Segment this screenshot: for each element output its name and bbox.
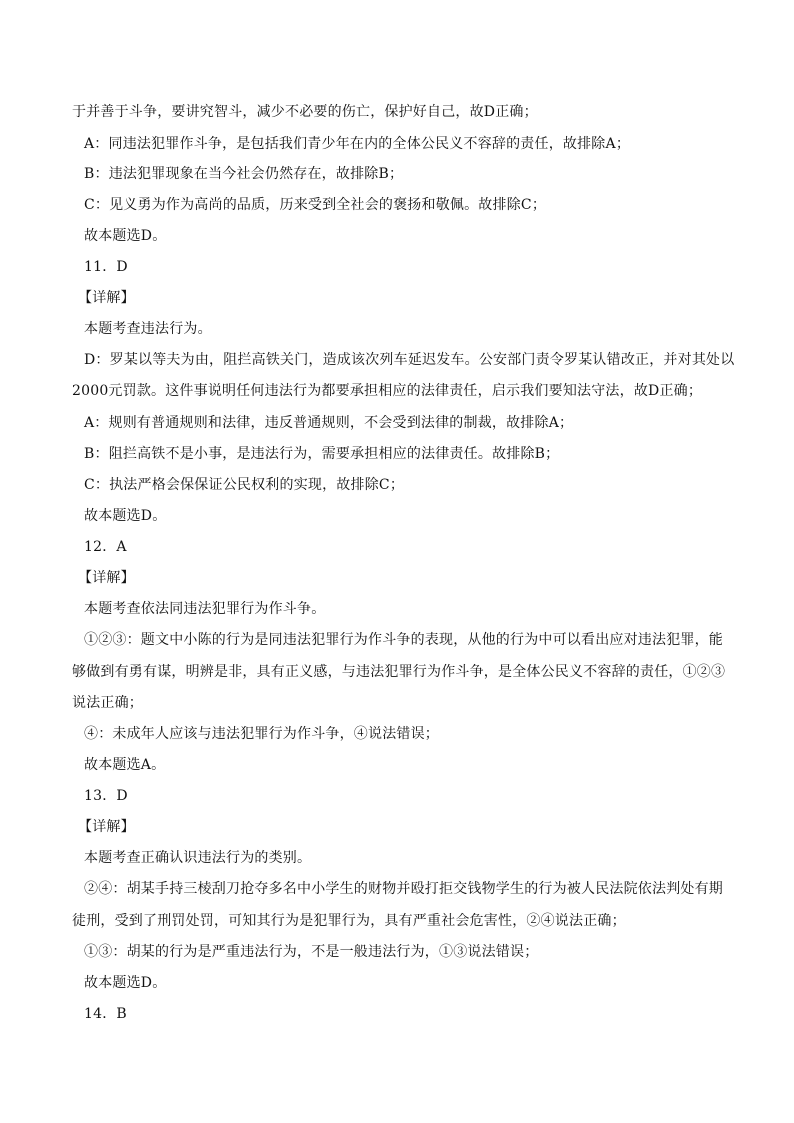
text-line: D：罗某以等夫为由，阻拦高铁关门，造成该次列车延迟发车。公安部门责令罗某认错改正，并对其处以 — [84, 352, 735, 368]
question-number: 13．D — [84, 788, 128, 804]
section-tag: 【详解】 — [78, 570, 135, 586]
section-tag: 【详解】 — [78, 819, 135, 835]
question-number: 14．B — [84, 1006, 127, 1022]
text-line: A：规则有普通规则和法律，违反普通规则，不会受到法律的制裁，故排除A； — [84, 415, 574, 431]
text-line: ①②③：题文中小陈的行为是同违法犯罪行为作斗争的表现，从他的行为中可以看出应对违法犯罪，能 — [84, 632, 723, 648]
text-line: B：阻拦高铁不是小事，是违法行为，需要承担相应的法律责任。故排除B； — [84, 446, 560, 462]
text-line: C：见义勇为作为高尚的品质，历来受到全社会的褒扬和敬佩。故排除C； — [84, 197, 547, 213]
text-line: 2000元罚款。这件事说明任何违法行为都要承担相应的法律责任，启示我们要知法守法，故D正确； — [72, 383, 703, 399]
question-number: 11．D — [84, 259, 128, 275]
question-number: 12．A — [84, 539, 127, 555]
text-line: 故本题选D。 — [84, 975, 167, 991]
text-line: 故本题选D。 — [84, 508, 167, 524]
text-line: 故本题选D。 — [84, 228, 167, 244]
text-line: C：执法严格会保保证公民权利的实现，故排除C； — [84, 477, 405, 493]
text-line: 本题考查违法行为。 — [84, 321, 212, 337]
text-line: ②④：胡某手持三棱刮刀抢夺多名中小学生的财物并殴打拒交钱物学生的行为被人民法院依法判处有期 — [84, 881, 723, 897]
text-line: 本题考查正确认识违法行为的类别。 — [84, 850, 312, 866]
text-line: 故本题选A。 — [84, 757, 166, 773]
text-line: 够做到有勇有谋，明辨是非，具有正义感，与违法犯罪行为作斗争，是全体公民义不容辞的责任，①②③ — [72, 664, 726, 680]
text-line: 徒刑，受到了刑罚处罚，可知其行为是犯罪行为，具有严重社会危害性，②④说法正确； — [72, 913, 626, 929]
text-line: B：违法犯罪现象在当今社会仍然存在，故排除B； — [84, 166, 404, 182]
text-line: 本题考查依法同违法犯罪行为作斗争。 — [84, 601, 326, 617]
section-tag: 【详解】 — [78, 290, 135, 306]
text-line: ①③：胡某的行为是严重违法行为，不是一般违法行为，①③说法错误； — [84, 944, 539, 960]
text-line: 说法正确； — [72, 695, 143, 711]
text-line: A：同违法犯罪作斗争，是包括我们青少年在内的全体公民义不容辞的责任，故排除A； — [84, 136, 631, 152]
text-line: ④：未成年人应该与违法犯罪行为作斗争，④说法错误； — [84, 726, 439, 742]
text-line: 于并善于斗争，要讲究智斗，减少不必要的伤亡，保护好自己，故D正确； — [72, 104, 538, 120]
